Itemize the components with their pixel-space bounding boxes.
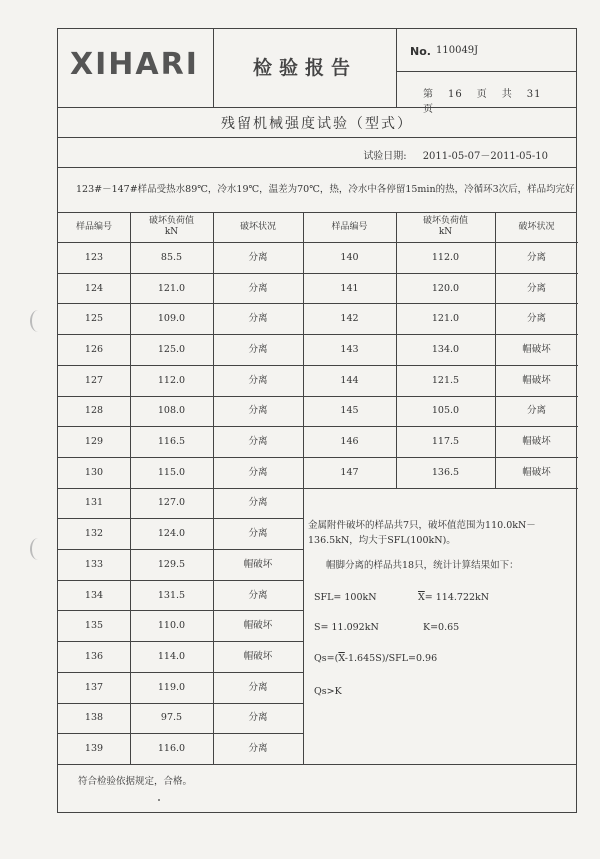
- sample-no-cell: 134: [84, 589, 104, 601]
- page-title: 检验报告: [253, 57, 358, 79]
- status-cell: 分离: [526, 282, 546, 294]
- sample-no-cell: 147: [340, 466, 359, 478]
- sample-no-cell: 135: [84, 620, 104, 632]
- sample-no-cell: 136: [84, 650, 104, 662]
- load-value-cell: 115.0: [157, 466, 186, 478]
- header-status-right: 破坏状况: [518, 221, 555, 232]
- sample-no-cell: 129: [84, 436, 104, 448]
- page-label-di: 第: [423, 89, 434, 100]
- header-load-label: 破坏负荷值: [148, 216, 194, 226]
- sample-no-cell: 127: [84, 374, 104, 386]
- sample-no-cell: 144: [340, 374, 359, 386]
- load-value-cell: 114.0: [157, 650, 186, 662]
- status-cell: 分离: [526, 313, 546, 325]
- summary-qs: [314, 652, 437, 665]
- sample-no-cell: 140: [340, 251, 359, 263]
- row-rule-right: [303, 488, 578, 489]
- load-value-cell: 129.5: [157, 558, 186, 570]
- page-label-ye-2: 页: [423, 104, 434, 115]
- sample-no-cell: 123: [84, 251, 104, 263]
- xbar-symbol: $\overline{X}$: [418, 592, 425, 603]
- status-cell: 帽破坏: [522, 374, 551, 386]
- header-load-unit: kN: [438, 227, 453, 237]
- status-cell: 帽破坏: [522, 436, 551, 448]
- load-value-cell: 112.0: [157, 374, 186, 386]
- report-page: [57, 28, 577, 813]
- load-value-cell: 119.0: [157, 681, 186, 693]
- load-value-cell: 120.0: [431, 282, 460, 294]
- load-value-cell: 124.0: [157, 528, 186, 540]
- sample-no-cell: 142: [340, 313, 359, 325]
- status-cell: 分离: [248, 343, 268, 355]
- sample-no-cell: 131: [84, 497, 104, 509]
- qs-prefix: Qs=(: [314, 653, 339, 664]
- sample-no-cell: 139: [84, 743, 104, 755]
- load-value-cell: 97.5: [160, 712, 183, 724]
- status-cell: 分离: [248, 313, 268, 325]
- sample-no-cell: 126: [84, 343, 104, 355]
- page-label-ye: 页: [476, 89, 488, 100]
- sample-no-cell: 128: [84, 405, 104, 417]
- sample-no-cell: 145: [340, 405, 359, 417]
- load-value-cell: 121.0: [157, 282, 186, 294]
- load-value-cell: 116.5: [157, 436, 186, 448]
- status-cell: 分离: [526, 251, 546, 263]
- test-description: 123#－147#样品受热水89℃，冷水19℃，温差为70℃，热，冷水中各停留15min的热，冷循环3次后，样品均完好: [76, 184, 575, 195]
- summary-conclusion: Qs>K: [314, 686, 342, 697]
- load-value-cell: 109.0: [157, 313, 186, 325]
- summary-xbar: [418, 591, 489, 604]
- status-cell: 分离: [248, 282, 268, 294]
- page-total: 31: [526, 89, 542, 100]
- summary-s: S= 11.092kN: [314, 622, 379, 633]
- status-cell: 分离: [248, 743, 268, 755]
- punch-hole-bottom: [30, 538, 46, 560]
- scan-speck: [158, 799, 160, 801]
- header-load-right: [396, 212, 495, 242]
- title-bottom-rule: [58, 137, 576, 138]
- status-cell: 分离: [248, 251, 268, 263]
- load-value-cell: 127.0: [157, 497, 186, 509]
- load-value-cell: 131.5: [157, 589, 186, 601]
- status-cell: 帽破坏: [522, 466, 551, 478]
- status-cell: 分离: [248, 374, 268, 386]
- header-sample-no-left: 样品编号: [75, 221, 112, 232]
- sample-no-cell: 133: [84, 558, 104, 570]
- report-number: 110049J: [436, 45, 479, 56]
- status-cell: 分离: [526, 405, 546, 417]
- status-cell: 分离: [248, 497, 268, 509]
- load-value-cell: 134.0: [431, 343, 460, 355]
- load-value-cell: 108.0: [157, 405, 186, 417]
- load-value-cell: 112.0: [431, 251, 460, 263]
- status-cell: 帽破坏: [243, 650, 273, 662]
- report-number-label: No.: [410, 45, 431, 58]
- sample-no-cell: 132: [84, 528, 104, 540]
- load-value-cell: 110.0: [157, 620, 186, 632]
- summary-line-1: 金属附件破坏的样品共7只，破坏值范围为110.0kN－: [308, 520, 536, 531]
- status-cell: 分离: [248, 528, 268, 540]
- sample-no-cell: 137: [84, 681, 104, 693]
- conclusion-text: 符合检验依据规定，合格。: [78, 776, 193, 787]
- page-indicator: [423, 85, 576, 115]
- status-cell: 分离: [248, 405, 268, 417]
- load-value-cell: 136.5: [431, 466, 460, 478]
- status-cell: 帽破坏: [522, 343, 551, 355]
- summary-line-3: 帽脚分离的样品共18只，统计计算结果如下：: [326, 560, 519, 571]
- status-cell: 分离: [248, 589, 268, 601]
- status-cell: 分离: [248, 681, 268, 693]
- load-value-cell: 85.5: [160, 251, 183, 263]
- sample-no-cell: 124: [84, 282, 104, 294]
- load-value-cell: 116.0: [157, 743, 186, 755]
- load-value-cell: 117.5: [431, 436, 460, 448]
- status-cell: 帽破坏: [243, 620, 273, 632]
- header-divider-left: [213, 29, 214, 107]
- summary-line-2: 136.5kN，均大于SFL(100kN)。: [308, 535, 456, 546]
- status-cell: 分离: [248, 436, 268, 448]
- header-load-left: [130, 212, 213, 242]
- test-title: 残留机械强度试验（型式）: [221, 116, 413, 132]
- header-load-label: 破坏负荷值: [422, 216, 468, 226]
- page-label-gong: 共: [501, 89, 513, 100]
- qs-suffix: -1.645S)/SFL=0.96: [344, 653, 438, 664]
- summary-sfl: SFL= 100kN: [314, 592, 377, 603]
- header-bottom-rule: [58, 107, 576, 108]
- punch-hole-top: [30, 310, 46, 332]
- header-status-left: 破坏状况: [239, 221, 276, 232]
- load-value-cell: 125.0: [157, 343, 186, 355]
- status-cell: 分离: [248, 712, 268, 724]
- page-current: 16: [448, 89, 463, 100]
- row-rule-left: [58, 764, 303, 765]
- qs-xbar: $\overline{X}$: [338, 653, 345, 664]
- sample-no-cell: 130: [84, 466, 104, 478]
- xihari-logo: XIHARI: [70, 47, 199, 82]
- summary-k: K=0.65: [423, 622, 460, 633]
- test-date-label: 试验日期:: [363, 151, 407, 162]
- sample-no-cell: 138: [84, 712, 104, 724]
- test-date-range: 2011-05-07－2011-05-10: [422, 151, 548, 162]
- test-date: [363, 147, 548, 162]
- header-load-unit: kN: [164, 227, 179, 237]
- header-divider-right: [396, 29, 397, 107]
- sample-no-cell: 125: [84, 313, 104, 325]
- load-value-cell: 121.5: [431, 374, 460, 386]
- xbar-value: = 114.722kN: [424, 592, 490, 603]
- header-sample-no-right: 样品编号: [331, 221, 368, 232]
- load-value-cell: 121.0: [431, 313, 460, 325]
- header-no-divider: [396, 71, 576, 72]
- status-cell: 帽破坏: [243, 558, 273, 570]
- date-bottom-rule: [58, 167, 576, 168]
- status-cell: 分离: [248, 466, 268, 478]
- sample-no-cell: 146: [340, 436, 359, 448]
- sample-no-cell: 141: [340, 282, 359, 294]
- sample-no-cell: 143: [340, 343, 359, 355]
- load-value-cell: 105.0: [431, 405, 460, 417]
